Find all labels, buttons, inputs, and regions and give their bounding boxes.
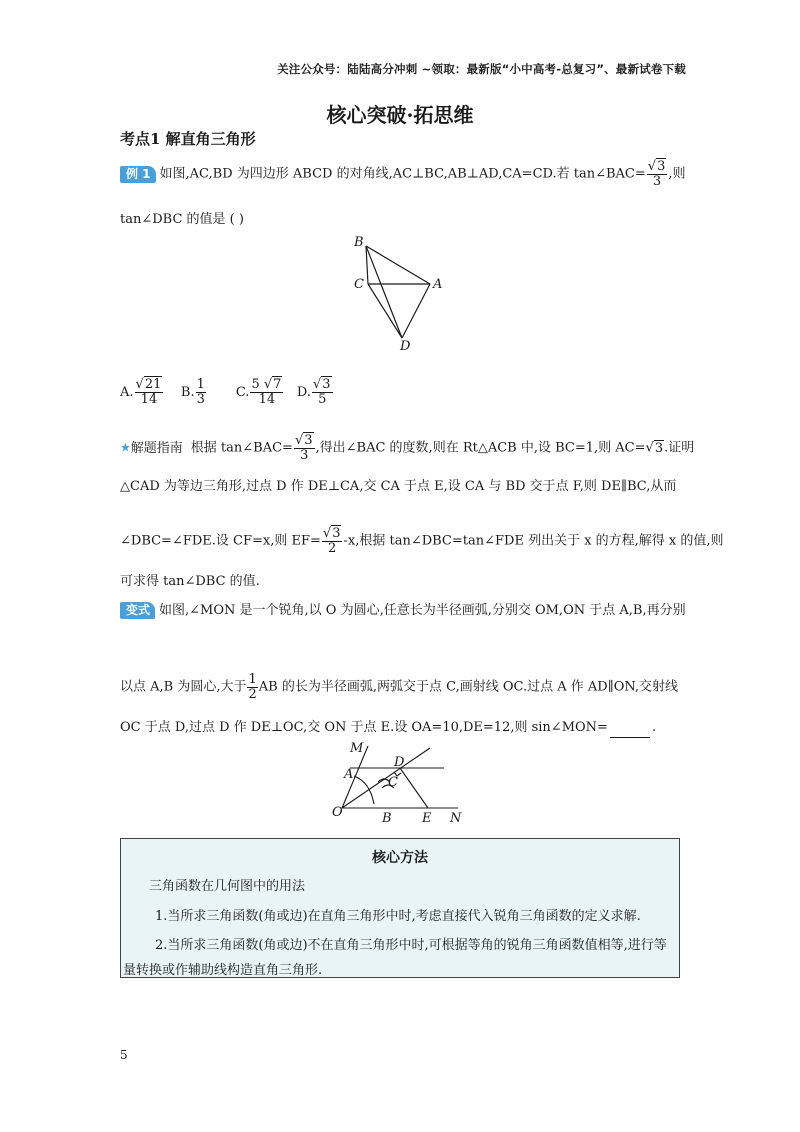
- label-A: A: [344, 767, 354, 782]
- method-item2-a: 2.当所求三角函数(角或边)不在直角三角形中时,可根据等角的锐角三角函数值相等,进行等: [155, 938, 667, 953]
- label-C: C: [388, 775, 398, 790]
- segment-CD: [368, 284, 402, 338]
- option-a[interactable]: A. $\frac{√21}{14}$: [120, 377, 162, 407]
- label-N: N: [450, 811, 462, 826]
- example1-line1: [120, 160, 690, 188]
- answer-blank[interactable]: [610, 723, 650, 738]
- example1-line2: tan∠DBC 的值是 ( ): [120, 212, 244, 227]
- method-item1: 1.当所求三角函数(角或边)在直角三角形中时,考虑直接代入锐角三角函数的定义求解.: [155, 909, 641, 924]
- variant-line2: 以点 A,B 为圆心,大于 $\frac{1}{2}$ AB 的长为半径画弧,两弧交于点 C,画射线 OC.过点 A 作 AD∥ON,交射线: [120, 672, 679, 702]
- option-d[interactable]: D. $\frac{√3}{5}$: [296, 377, 331, 407]
- arc-AB: [354, 776, 374, 804]
- example1-figure: [350, 232, 450, 352]
- ray-OC: [342, 748, 430, 808]
- variant-figure: [330, 738, 470, 830]
- segment-BA: [366, 246, 430, 284]
- example-badge: 例 1: [120, 166, 156, 183]
- variant-badge: 变式: [120, 602, 155, 619]
- option-b[interactable]: B. $\frac{1}{3}$: [180, 377, 205, 407]
- guide-line4: 可求得 tan∠DBC 的值.: [120, 574, 260, 589]
- label-O: O: [332, 805, 343, 820]
- example1-text-b: ,则: [668, 166, 686, 182]
- label-B: B: [382, 811, 392, 826]
- variant-line3: OC 于点 D,过点 D 作 DE⊥OC,交 ON 于点 E.设 OA=10,DE=12,则 sin∠MON= .: [120, 718, 690, 738]
- label-A: A: [433, 277, 443, 292]
- example1-text-a: 如图,AC,BD 为四边形 ABCD 的对角线,AC⊥BC,AB⊥AD,CA=CD.若 tan∠BAC=: [159, 166, 646, 182]
- page-number: 5: [120, 1048, 128, 1062]
- label-D: D: [394, 755, 405, 770]
- star-icon: ★: [120, 440, 131, 455]
- page-title: 核心突破·拓思维: [326, 103, 474, 127]
- method-title: 核心方法: [372, 850, 428, 866]
- example1-fraction: $\frac{√3}{3}$: [647, 159, 666, 189]
- method-box: [120, 838, 680, 978]
- segment-BD: [366, 246, 402, 338]
- label-C: C: [354, 277, 364, 292]
- example1-options: [120, 378, 690, 406]
- guide-line3: ∠DBC=∠FDE.设 CF=x,则 EF= $\frac{√3}{2}$ -x,根据 tan∠DBC=tan∠FDE 列出关于 x 的方程,解得 x 的值,则: [120, 526, 724, 556]
- variant-line1: 变式 如图,∠MON 是一个锐角,以 O 为圆心,任意长为半径画弧,分别交 OM,ON 于点 A,B,再分别: [120, 601, 690, 621]
- segment-DE: [400, 768, 428, 808]
- method-intro: 三角函数在几何图中的用法: [149, 879, 306, 894]
- label-M: M: [350, 741, 364, 756]
- option-c[interactable]: C. $\frac{5 √7}{14}$: [235, 377, 282, 407]
- label-D: D: [400, 339, 411, 352]
- section-title: 考点1 解直角三角形: [120, 130, 256, 148]
- method-item2-b: 量转换或作辅助线构造直角三角形.: [123, 963, 323, 978]
- guide-label: 解题指南: [130, 440, 183, 456]
- page-header: 关注公众号：陆陆高分冲刺 ~领取：最新版“小中高考-总复习”、最新试卷下载: [277, 62, 686, 76]
- guide-line2: △CAD 为等边三角形,过点 D 作 DE⊥CA,交 CA 于点 E,设 CA 与 BD 交于点 F,则 DE∥BC,从而: [120, 479, 677, 494]
- label-B: B: [354, 235, 364, 250]
- label-E: E: [422, 811, 432, 826]
- guide-line1: ★解题指南 根据 tan∠BAC= $\frac{√3}{3}$ ,得出∠BAC 的度数,则在 Rt△ACB 中,设 BC=1,则 AC=√3.证明: [120, 433, 695, 463]
- segment-AD: [402, 284, 430, 338]
